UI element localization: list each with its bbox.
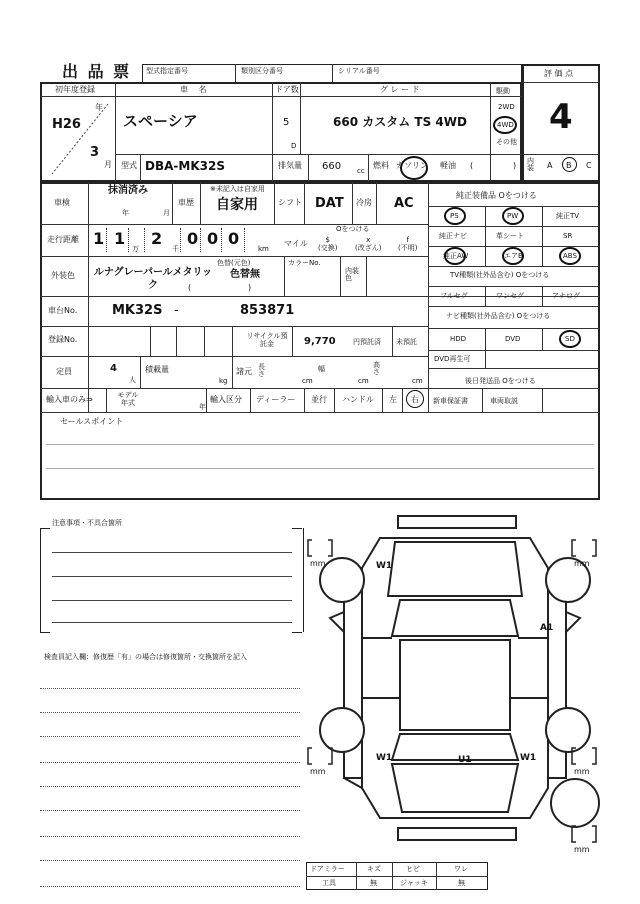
mileage-digit-6: 0 — [228, 229, 240, 248]
interior-label: 内装 — [527, 157, 534, 172]
mark-w1-front-left: W1 — [376, 561, 393, 571]
genuine-label: 純正装備品 Oをつける — [456, 191, 537, 200]
fuel-paren-close: ) — [513, 161, 517, 170]
equip-aw: 純正AW — [443, 252, 469, 260]
equip-leather: 革シート — [496, 232, 524, 240]
mark-a1: A1 — [540, 623, 554, 633]
chassis-label: 車台No. — [48, 306, 78, 315]
mark-w1-rear-left: W1 — [376, 753, 393, 763]
mile-circle-note: Oをつける — [336, 225, 370, 233]
fuel-gasoline: ガソリン — [396, 161, 428, 170]
mm-label-fl: mm — [310, 559, 326, 568]
equip-abs: ABS — [563, 252, 577, 260]
color-paren-open: ( — [188, 283, 192, 292]
aftermarket-label: 後日発送品 Oをつける — [465, 377, 536, 385]
ac-value: AC — [394, 196, 414, 211]
type-label: 型式 — [121, 161, 137, 170]
dvd-playback: DVD再生可 — [434, 355, 471, 363]
interior-color-label: 内装色 — [345, 267, 359, 282]
legend-tools-value: 無 — [370, 879, 377, 887]
mm-label-rr: mm — [574, 767, 590, 776]
car-damage-diagram — [300, 508, 610, 858]
import-label: 輸入車のみ⇒ — [46, 395, 93, 404]
navi-sd: SD — [565, 335, 575, 343]
navi-type-label: ナビ種類(社外品含む) Oをつける — [446, 312, 551, 320]
capacity-unit: 人 — [129, 376, 136, 384]
mileage-digit-2: 1 — [114, 229, 126, 248]
grade-label: グ レ ー ド — [380, 85, 420, 94]
equip-tv: 純正TV — [556, 212, 580, 220]
displacement-label: 排気量 — [278, 161, 302, 170]
mileage-digit-1: 1 — [93, 229, 105, 248]
mileage-km-unit: km — [258, 245, 269, 253]
model-cert-label: 型式指定番号 — [146, 67, 188, 75]
rating-label: 評 価 点 — [544, 69, 574, 78]
legend-break: ワレ — [454, 865, 468, 873]
drive-4wd: 4WD — [497, 121, 514, 129]
mileage-digit-5: 0 — [207, 229, 219, 248]
navi-hdd: HDD — [450, 335, 467, 343]
capacity-label: 定員 — [56, 367, 72, 376]
equip-ps: PS — [450, 212, 459, 220]
load-label: 積載量 — [145, 365, 169, 374]
tv-fullseg: フルセグ — [440, 292, 468, 300]
model-year-unit: 年 — [199, 403, 206, 411]
sales-point-label: セールスポイント — [60, 417, 124, 426]
ac-label: 冷房 — [356, 198, 372, 207]
caution-label: 注意事項・不具合箇所 — [52, 519, 122, 527]
color-paren-close: ) — [248, 283, 252, 292]
import-parallel: 並行 — [311, 395, 327, 404]
fuel-label: 燃料 — [373, 161, 389, 170]
handle-label: ハンドル — [342, 395, 374, 404]
legend-jack: ジャッキ — [400, 879, 428, 887]
history-note: ※未記入は自家用 — [210, 185, 265, 193]
equip-pw: PW — [507, 212, 519, 220]
dims-label: 諸元 — [236, 367, 252, 376]
form-title: 出 品 票 — [62, 62, 132, 81]
mile-label: マイル — [284, 239, 308, 248]
drive-label: 駆動 — [496, 87, 510, 95]
recycle-paid: 円預託済 — [353, 338, 381, 346]
car-name-label: 車 名 — [180, 85, 211, 94]
tv-label: TV種類(社外品含む) Oをつける — [450, 271, 550, 279]
equip-airbag: エアB — [504, 252, 523, 260]
inspector-label: 検査員記入欄：修復歴「有」の場合は修復箇所・交換箇所を記入 — [44, 653, 247, 661]
month-unit: 月 — [104, 160, 112, 169]
drive-other: その他 — [496, 138, 517, 146]
mm-label-fr: mm — [574, 559, 590, 568]
import-dealer: ディーラー — [256, 395, 296, 404]
fuel-paren-open: ( — [470, 161, 474, 170]
tv-oneseg: ワンセグ — [496, 292, 524, 300]
handle-right: 右 — [411, 395, 419, 404]
recolor-value: 色替無 — [230, 269, 260, 280]
length-cm: cm — [302, 377, 313, 385]
shift-label: シフト — [278, 198, 302, 207]
legend-jack-value: 無 — [458, 879, 465, 887]
interior-a: A — [547, 161, 553, 170]
interior-c: C — [586, 161, 592, 170]
fuel-diesel: 軽油 — [440, 161, 456, 170]
height-cm: cm — [412, 377, 423, 385]
mileage-sen-unit: 千 — [172, 245, 179, 253]
width-cm: cm — [358, 377, 369, 385]
legend-scratch: キズ — [367, 865, 381, 873]
doors-label: ドア数 — [275, 85, 299, 94]
mileage-label: 走行距離 — [47, 235, 79, 244]
handle-left: 左 — [389, 395, 397, 404]
first-reg-month: 3 — [90, 145, 100, 160]
vehicle-manual: 車両取説 — [490, 397, 518, 405]
mark-u1: U1 — [458, 755, 472, 765]
doors-value: 5 — [283, 117, 290, 128]
load-kg-unit: kg — [219, 377, 228, 385]
mileage-digit-3: 2 — [151, 229, 163, 248]
length-label: 長さ — [258, 363, 265, 378]
color-label: 外装色 — [51, 271, 75, 280]
mile-tamper: x (改ざん) — [355, 236, 382, 253]
capacity-value: 4 — [110, 363, 117, 374]
chassis-dash: - — [174, 303, 179, 318]
model-year-label: モデル年式 — [117, 391, 139, 408]
shaken-value: 抹消済み — [108, 185, 148, 196]
color-no-label: カラーNo. — [288, 259, 321, 267]
mark-w1-rear-right: W1 — [520, 753, 537, 763]
import-class-label: 輸入区分 — [210, 395, 242, 404]
mile-unknown: f (不明) — [398, 236, 418, 253]
interior-b: B — [566, 161, 572, 170]
reg-no-label: 登録No. — [48, 335, 78, 344]
recycle-value: 9,770 — [304, 336, 336, 347]
car-name: スペーシア — [123, 112, 198, 130]
doors-unit: D — [291, 142, 297, 150]
first-reg-label: 初年度登録 — [55, 85, 95, 94]
year-unit: 年 — [95, 103, 103, 112]
legend-tools: 工具 — [322, 879, 336, 887]
type-value: DBA-MK32S — [145, 159, 225, 173]
class-label: 類別区分番号 — [241, 67, 283, 75]
shaken-month-unit: 月 — [163, 209, 170, 217]
drive-2wd: 2WD — [498, 103, 515, 111]
mile-exchange: $ (交換) — [318, 236, 338, 253]
serial-label: シリアル番号 — [338, 67, 380, 75]
recycle-label: リサイクル預託金 — [246, 332, 288, 349]
new-car-warranty: 新車保証書 — [433, 397, 468, 405]
grade-value: 660 カスタム TS 4WD — [333, 115, 467, 129]
recolor-label: 色替(元色) — [217, 259, 251, 267]
equip-sr: SR — [563, 232, 573, 240]
first-reg-era: H26 — [52, 117, 81, 132]
history-value: 自家用 — [216, 197, 258, 213]
history-label: 車歴 — [178, 198, 194, 207]
mileage-digit-4: 0 — [187, 229, 199, 248]
height-label: 高さ — [373, 361, 380, 376]
mm-label-rl: mm — [310, 767, 326, 776]
mm-label-spare: mm — [574, 845, 590, 854]
displacement-value: 660 — [322, 161, 342, 172]
displacement-unit: cc — [357, 167, 365, 175]
caution-box — [40, 528, 304, 632]
shift-value: DAT — [315, 196, 344, 211]
legend-door-mirror: ドアミラー — [310, 865, 345, 873]
color-value: ルナグレーパールメタリック — [93, 267, 213, 291]
equip-navi: 純正ナビ — [439, 232, 467, 240]
chassis-prefix: MK32S — [112, 303, 163, 318]
tv-analog: アナログ — [552, 292, 580, 300]
recycle-unpaid: 未預託 — [396, 338, 417, 346]
navi-dvd: DVD — [505, 335, 521, 343]
chassis-number: 853871 — [240, 303, 295, 318]
legend-crack: ヒビ — [406, 865, 420, 873]
mileage-man-unit: 万 — [132, 245, 139, 253]
width-label: 幅 — [318, 365, 325, 373]
shaken-label: 車検 — [54, 198, 70, 207]
rating-value: 4 — [549, 97, 573, 137]
shaken-year-unit: 年 — [122, 209, 129, 217]
